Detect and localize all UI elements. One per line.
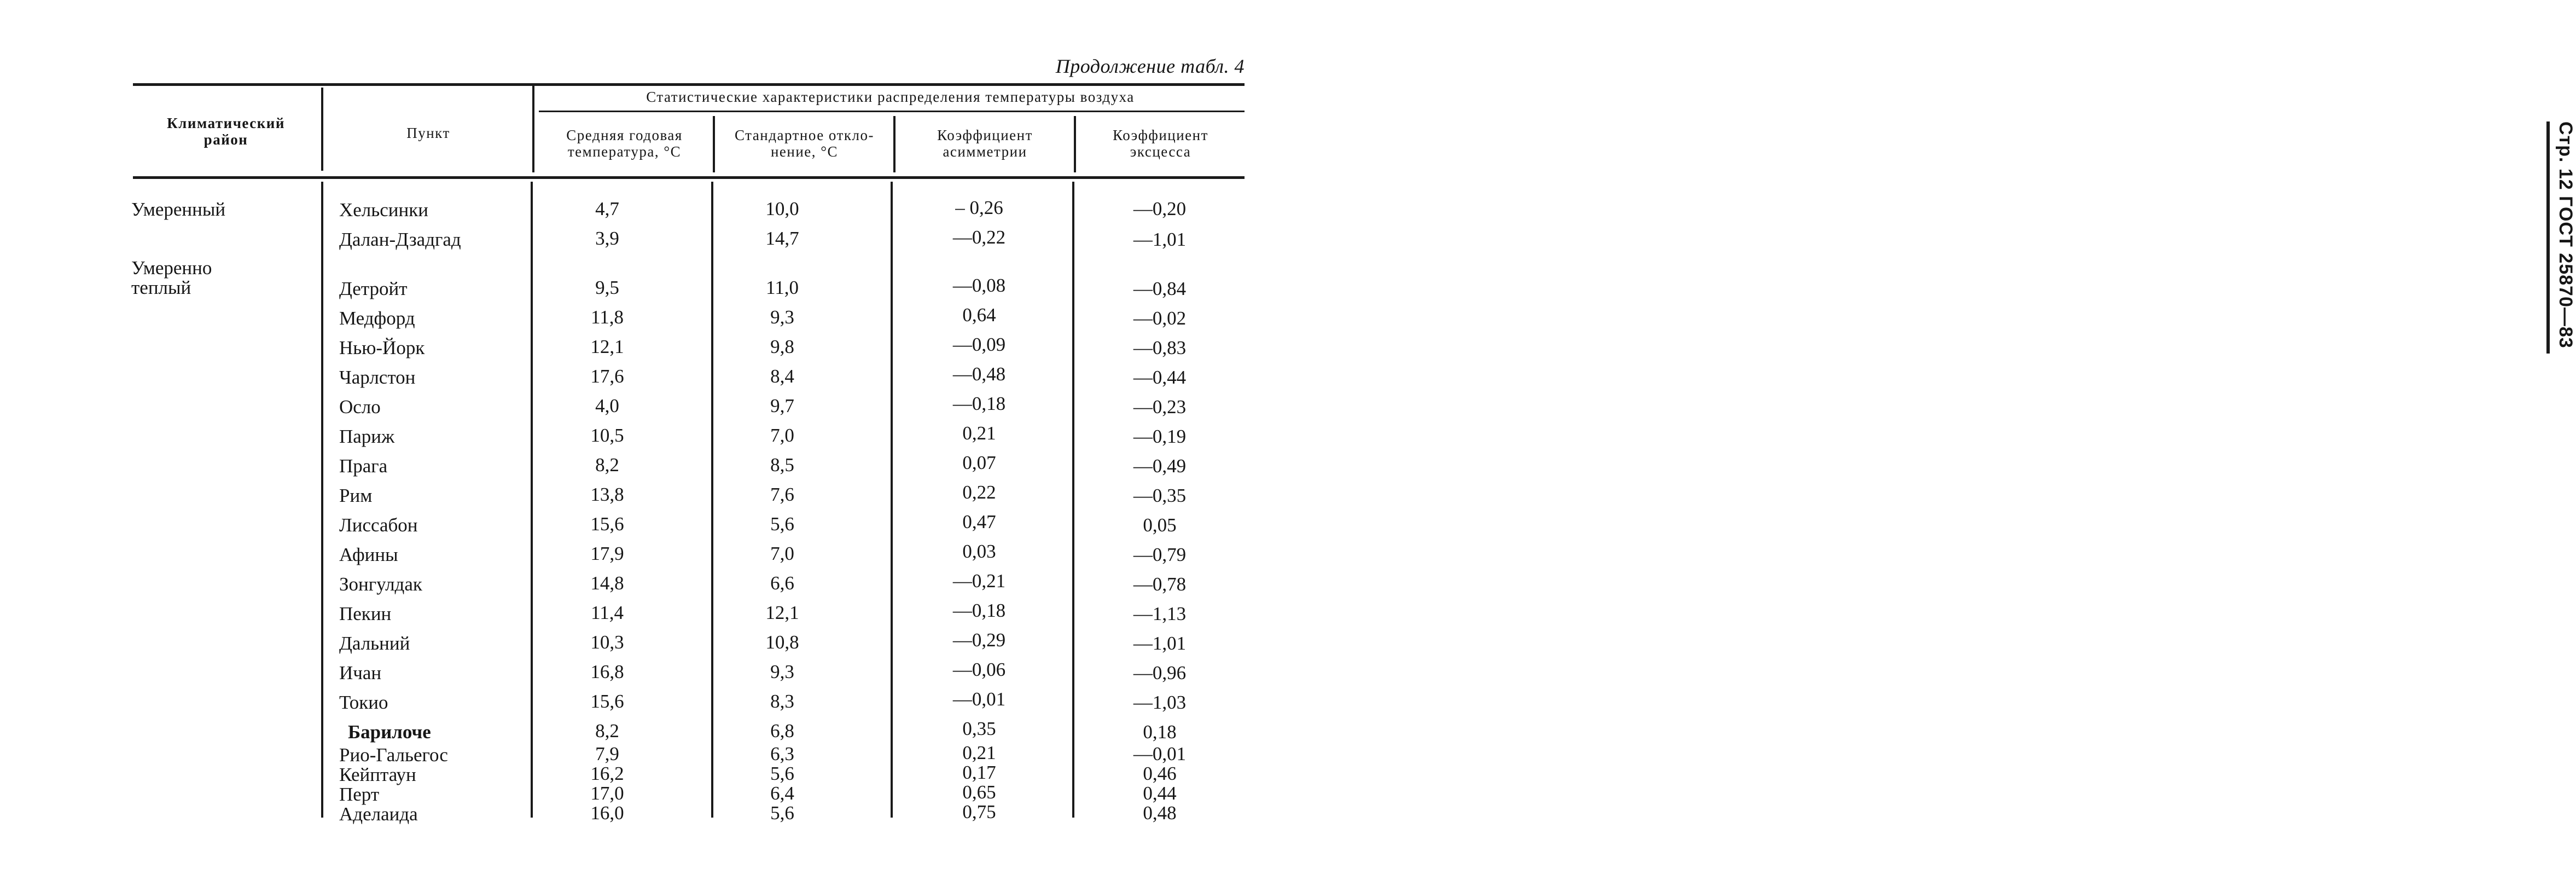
mean-cell: 16,2 [590, 763, 624, 784]
mean-cell: 14,8 [590, 572, 624, 594]
skew-cell: 0,64 [962, 304, 996, 326]
kurt-cell: —1,13 [1133, 603, 1187, 624]
kurt-cell: 0,44 [1143, 783, 1177, 804]
place-cell: Кейптаун [339, 764, 416, 785]
mean-cell: 12,1 [590, 336, 624, 357]
header-statistics-group: Статистические характеристики распределения температуры воздуха [646, 89, 1135, 105]
mean-cell: 13,8 [590, 484, 624, 505]
table-continuation-label: Продолжение табл. 4 [1055, 55, 1245, 77]
kurt-cell: —0,83 [1133, 337, 1187, 358]
std-cell: 9,7 [770, 395, 794, 416]
place-cell: Рим [339, 485, 373, 506]
mean-cell: 4,0 [595, 395, 619, 416]
std-cell: 10,8 [765, 632, 799, 653]
place-cell: Рио-Гальегос [339, 744, 448, 766]
kurt-cell: —1,01 [1133, 229, 1187, 250]
header-kurtosis: Коэффициент эксцесса [1113, 127, 1208, 160]
group-header-rule [539, 111, 1245, 112]
mean-cell: 9,5 [595, 277, 619, 298]
place-cell: Хельсинки [339, 199, 428, 221]
skew-cell: 0,17 [962, 762, 996, 783]
kurt-cell: —0,20 [1133, 198, 1187, 219]
skew-cell: 0,22 [962, 482, 996, 503]
std-cell: 5,6 [770, 802, 794, 824]
mean-cell: 17,0 [590, 783, 624, 804]
std-cell: 7,0 [770, 425, 794, 446]
kurt-cell: —0,19 [1133, 426, 1187, 447]
mean-cell: 11,8 [591, 306, 624, 328]
std-cell: 10,0 [765, 198, 799, 219]
header-divider-1 [321, 88, 323, 171]
kurt-cell: —0,49 [1133, 455, 1187, 477]
kurt-cell: —0,84 [1133, 278, 1187, 299]
kurt-cell: —0,35 [1133, 485, 1187, 506]
kurt-cell: 0,48 [1143, 802, 1177, 824]
skew-cell: 0,07 [962, 452, 996, 473]
skew-cell: 0,75 [962, 801, 996, 823]
skew-cell: 0,03 [962, 541, 996, 562]
kurt-cell: —0,96 [1133, 662, 1187, 684]
skew-cell: —0,18 [952, 600, 1006, 621]
header-region: Климатический район [167, 115, 285, 148]
mean-cell: 4,7 [595, 198, 619, 219]
page-standard-label: Стр. 12 ГОСТ 25870—83 [2555, 121, 2576, 349]
kurt-cell: —1,03 [1133, 692, 1187, 713]
kurt-cell: —0,01 [1133, 743, 1187, 765]
mean-cell: 15,6 [590, 513, 624, 535]
place-cell: Лиссабон [339, 514, 418, 536]
header-divider-4 [893, 116, 896, 172]
body-divider-5 [1072, 182, 1074, 818]
mean-cell: 16,0 [590, 802, 624, 824]
mean-cell: 3,9 [595, 228, 619, 249]
std-cell: 9,3 [770, 306, 794, 328]
mean-cell: 11,4 [591, 602, 624, 623]
std-cell: 8,4 [770, 366, 794, 387]
place-cell: Париж [339, 426, 395, 447]
header-divider-2 [532, 86, 534, 172]
skew-cell: —0,29 [952, 629, 1006, 651]
std-cell: 7,6 [770, 484, 794, 505]
std-cell: 8,5 [770, 454, 794, 476]
region-label-warm-temperate: Умеренно теплый [131, 257, 212, 298]
mean-cell: 10,5 [590, 425, 624, 446]
header-mean-temperature: Средняя годовая температура, °С [566, 127, 683, 160]
std-cell: 6,3 [770, 743, 794, 765]
place-cell: Детройт [339, 278, 408, 299]
std-cell: 6,6 [770, 572, 794, 594]
place-cell: Аделаида [339, 803, 418, 825]
place-cell: Медфорд [339, 308, 415, 329]
skew-cell: —0,08 [952, 275, 1006, 296]
skew-cell: – 0,26 [955, 197, 1003, 218]
std-cell: 8,3 [770, 691, 794, 712]
mean-cell: 10,3 [590, 632, 624, 653]
skew-cell: 0,35 [962, 718, 996, 739]
place-cell: Дальний [339, 633, 410, 654]
skew-cell: —0,48 [952, 363, 1006, 385]
kurt-cell: —0,44 [1133, 367, 1187, 388]
side-rule [2546, 121, 2550, 354]
body-divider-4 [891, 182, 893, 818]
place-cell: Афины [339, 544, 398, 565]
header-standard-deviation: Стандартное откло- нение, °С [735, 127, 874, 160]
table-top-rule [133, 83, 1245, 86]
skew-cell: 0,21 [962, 742, 996, 763]
header-divider-3 [713, 116, 715, 172]
skew-cell: —0,06 [952, 659, 1006, 680]
place-cell: Перт [339, 784, 380, 805]
place-cell: Осло [339, 396, 381, 418]
body-divider-1 [321, 182, 323, 818]
std-cell: 9,8 [770, 336, 794, 357]
mean-cell: 16,8 [590, 661, 624, 682]
region-label-temperate: Умеренный [131, 199, 226, 220]
mean-cell: 8,2 [595, 720, 619, 742]
skew-cell: —0,18 [952, 393, 1006, 414]
skew-cell: 0,47 [962, 511, 996, 532]
header-skewness: Коэффициент асимметрии [937, 127, 1033, 160]
place-cell: Барилоче [348, 721, 431, 743]
skew-cell: —0,09 [952, 334, 1006, 355]
kurt-cell: 0,18 [1143, 721, 1177, 743]
place-cell: Токио [339, 692, 388, 713]
kurt-cell: —0,79 [1133, 544, 1187, 565]
kurt-cell: —0,78 [1133, 574, 1187, 595]
place-cell: Далан-Дзадгад [339, 229, 461, 250]
skew-cell: 0,21 [962, 422, 996, 444]
place-cell: Прага [339, 455, 388, 477]
kurt-cell: 0,05 [1143, 514, 1177, 536]
kurt-cell: —0,23 [1133, 396, 1187, 418]
std-cell: 5,6 [770, 763, 794, 784]
header-bottom-rule [133, 176, 1245, 179]
place-cell: Чарлстон [339, 367, 416, 388]
header-place: Пункт [406, 125, 450, 141]
place-cell: Ичан [339, 662, 382, 684]
std-cell: 5,6 [770, 513, 794, 535]
skew-cell: —0,01 [952, 688, 1006, 710]
std-cell: 11,0 [766, 277, 799, 298]
mean-cell: 15,6 [590, 691, 624, 712]
skew-cell: —0,22 [952, 227, 1006, 248]
std-cell: 9,3 [770, 661, 794, 682]
place-cell: Нью-Йорк [339, 337, 425, 358]
std-cell: 12,1 [765, 602, 799, 623]
kurt-cell: —1,01 [1133, 633, 1187, 654]
kurt-cell: 0,46 [1143, 763, 1177, 784]
place-cell: Пекин [339, 603, 392, 624]
mean-cell: 8,2 [595, 454, 619, 476]
header-divider-5 [1074, 116, 1076, 172]
std-cell: 14,7 [765, 228, 799, 249]
skew-cell: 0,65 [962, 781, 996, 803]
kurt-cell: —0,02 [1133, 308, 1187, 329]
std-cell: 7,0 [770, 543, 794, 564]
skew-cell: —0,21 [952, 570, 1006, 592]
std-cell: 6,8 [770, 720, 794, 742]
std-cell: 6,4 [770, 783, 794, 804]
body-divider-3 [711, 182, 713, 818]
mean-cell: 17,9 [590, 543, 624, 564]
mean-cell: 7,9 [595, 743, 619, 765]
mean-cell: 17,6 [590, 366, 624, 387]
body-divider-2 [531, 182, 533, 818]
place-cell: Зонгулдак [339, 574, 422, 595]
